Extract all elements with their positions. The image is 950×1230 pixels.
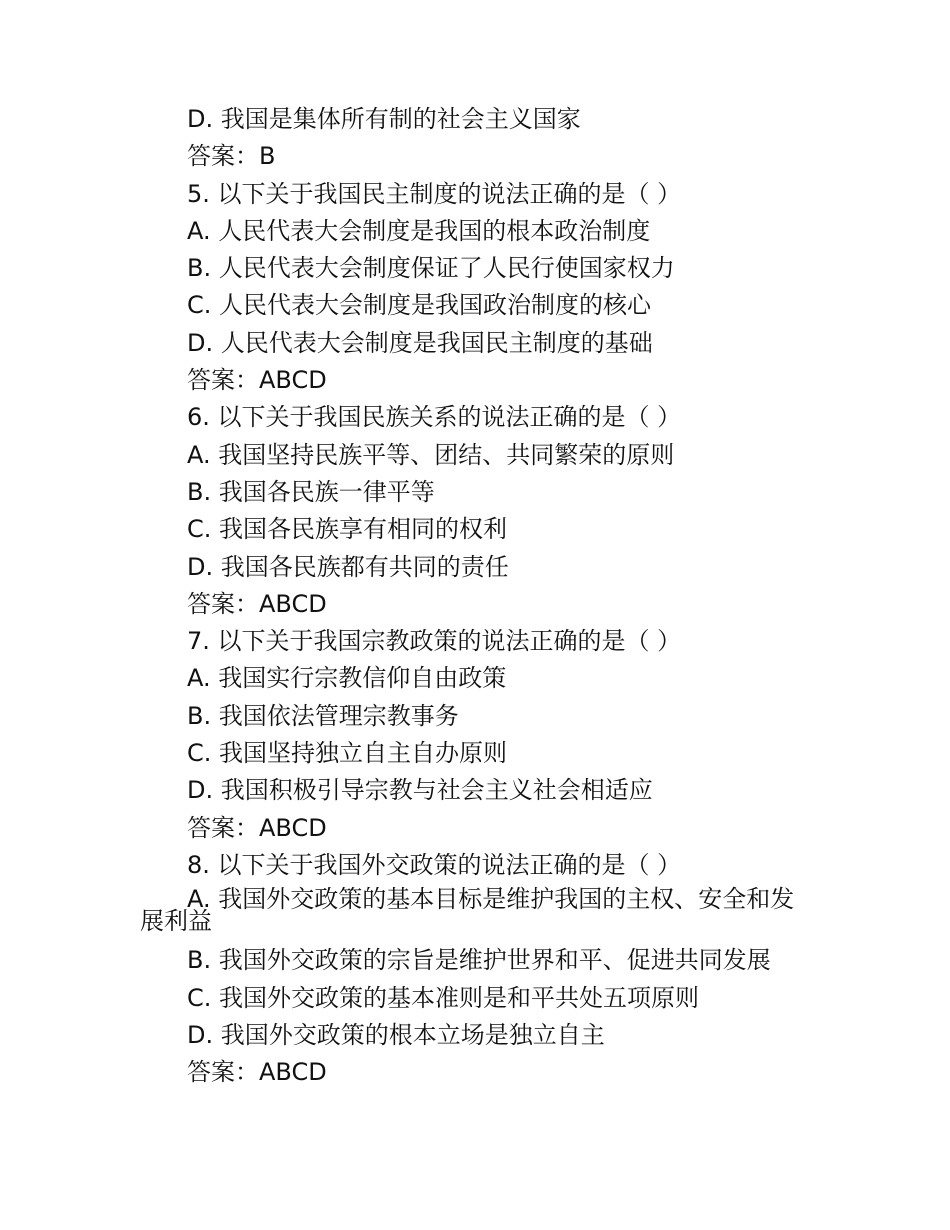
option-line: C. 我国各民族享有相同的权利 (187, 515, 508, 544)
answer-line: 答案：ABCD (187, 813, 327, 842)
option-line: B. 人民代表大会制度保证了人民行使国家权力 (187, 254, 675, 283)
option-line: C. 我国外交政策的基本准则是和平共处五项原则 (187, 983, 700, 1012)
answer-line: 答案：B (187, 142, 276, 171)
option-line: D. 我国积极引导宗教与社会主义社会相适应 (187, 776, 653, 805)
option-line: B. 我国外交政策的宗旨是维护世界和平、促进共同发展 (187, 946, 771, 975)
answer-line: 答案：ABCD (187, 366, 327, 395)
option-line: C. 人民代表大会制度是我国政治制度的核心 (187, 291, 652, 320)
question-line: 6. 以下关于我国民族关系的说法正确的是（ ） (187, 403, 682, 432)
answer-line: 答案：ABCD (187, 589, 327, 618)
option-line: A. 我国坚持民族平等、团结、共同繁荣的原则 (187, 440, 675, 469)
option-line: D. 我国各民族都有共同的责任 (187, 552, 509, 581)
option-line: D. 人民代表大会制度是我国民主制度的基础 (187, 328, 653, 357)
question-line: 7. 以下关于我国宗教政策的说法正确的是（ ） (187, 627, 682, 656)
option-line: D. 我国是集体所有制的社会主义国家 (187, 105, 581, 133)
question-line: 8. 以下关于我国外交政策的说法正确的是（ ） (187, 850, 682, 879)
option-line: D. 我国外交政策的根本立场是独立自主 (187, 1020, 605, 1049)
option-line: B. 我国各民族一律平等 (187, 477, 435, 506)
option-line: A. 我国实行宗教信仰自由政策 (187, 664, 507, 693)
answer-line: 答案：ABCD (187, 1058, 327, 1087)
question-line: 5. 以下关于我国民主制度的说法正确的是（ ） (187, 179, 682, 208)
document-body (140, 101, 827, 1091)
option-line: B. 我国依法管理宗教事务 (187, 701, 459, 730)
option-line-wrapped: A. 我国外交政策的基本目标是维护我国的主权、安全和发展利益 (140, 885, 795, 936)
option-line: C. 我国坚持独立自主自办原则 (187, 739, 508, 768)
option-line: A. 人民代表大会制度是我国的根本政治制度 (187, 216, 651, 245)
